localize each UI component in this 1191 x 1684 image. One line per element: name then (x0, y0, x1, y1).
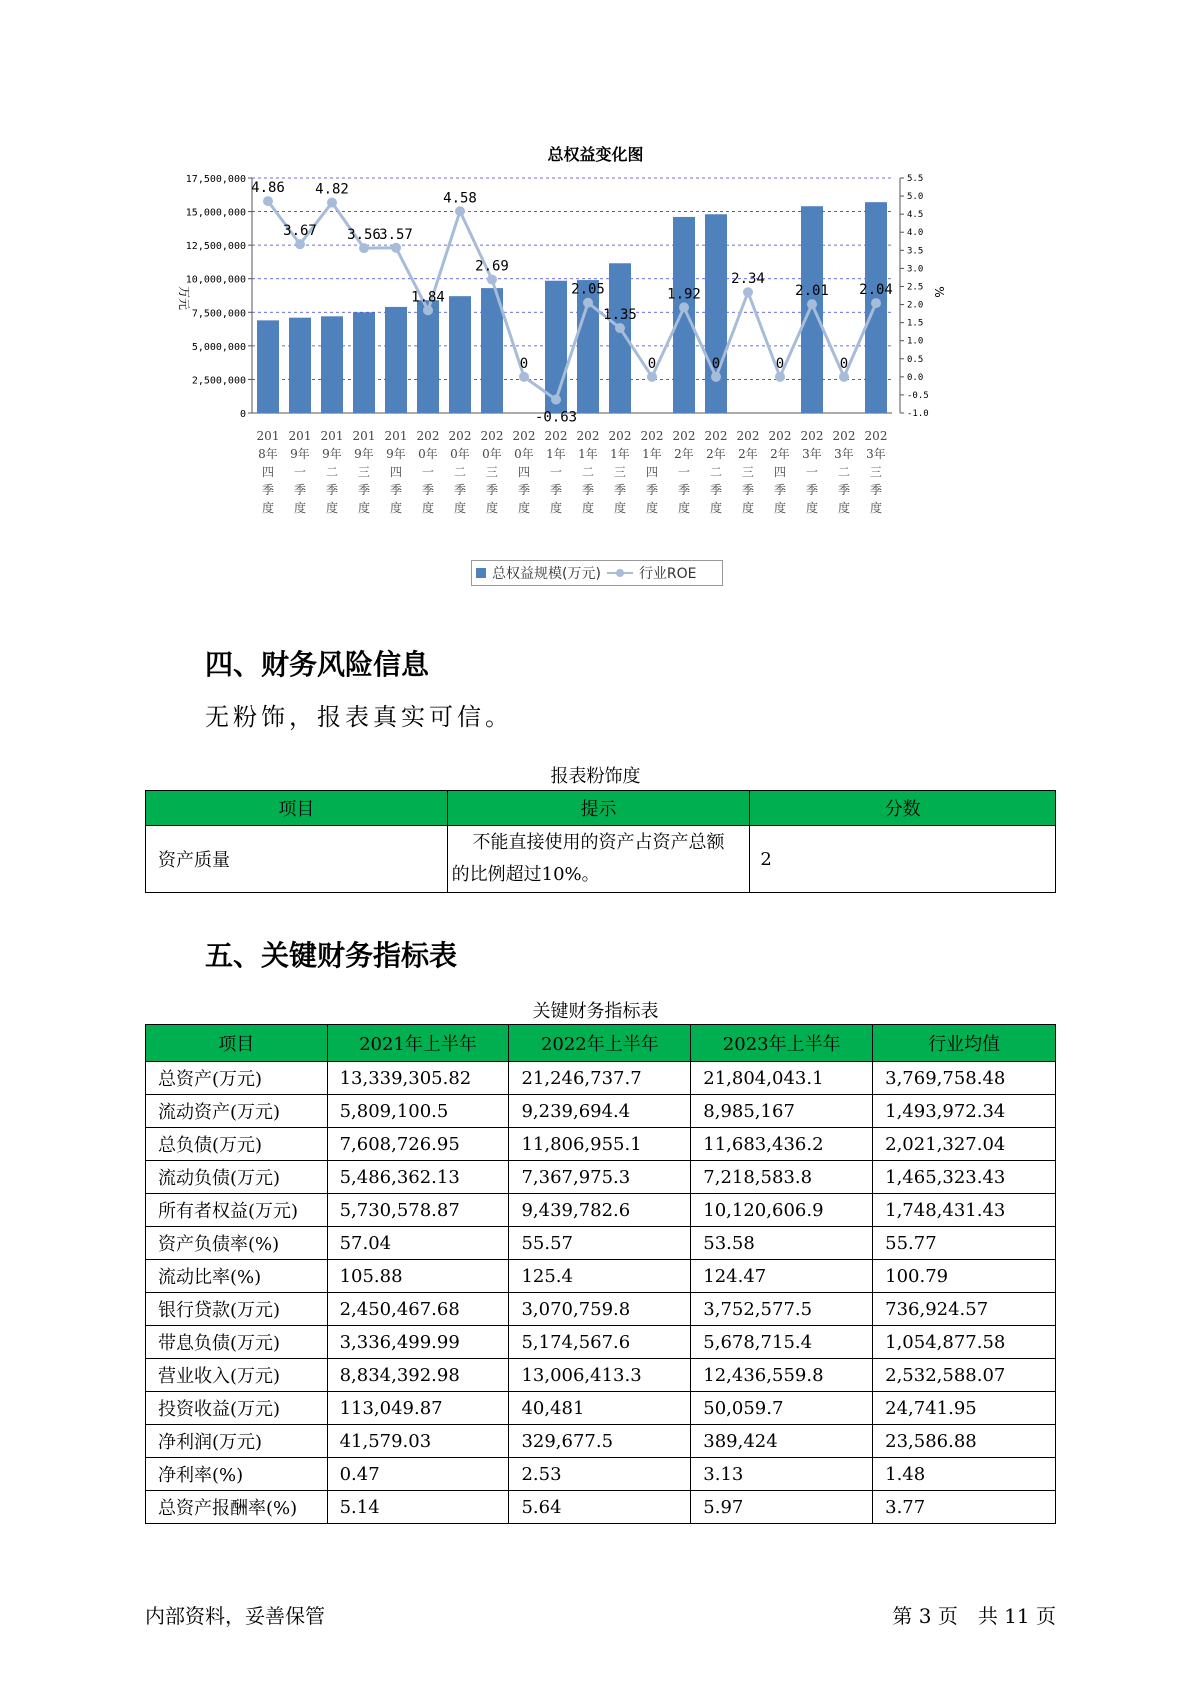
y-tick-label: 17,500,000 (185, 174, 246, 185)
footer-confidential: 内部资料，妥善保管 (145, 1604, 325, 1628)
roe-point (423, 305, 433, 315)
kpi-cell: 2.53 (509, 1458, 691, 1491)
kpi-row (146, 1359, 1056, 1392)
x-tick-label: 季 (805, 483, 819, 497)
kpi-row (146, 1326, 1056, 1359)
y2-tick-label: 3.0 (907, 264, 924, 275)
risk-item: 资产质量 (146, 826, 448, 893)
kpi-cell: 23,586.88 (873, 1425, 1056, 1458)
kpi-row-label: 总资产(万元) (146, 1062, 328, 1095)
x-tick-label: 二 (453, 465, 467, 479)
roe-point (391, 243, 401, 253)
y-tick-label: 15,000,000 (185, 207, 246, 219)
y-tick-label: 2,500,000 (191, 375, 246, 387)
roe-point (775, 372, 785, 382)
kpi-cell: 736,924.57 (873, 1293, 1056, 1326)
x-tick-label: 202 (864, 429, 888, 443)
kpi-cell: 12,436,559.8 (691, 1359, 873, 1392)
equity-chart (170, 170, 1030, 550)
kpi-cell: 7,608,726.95 (327, 1128, 509, 1161)
roe-point (455, 206, 465, 216)
kpi-row-label: 流动比率(%) (146, 1260, 328, 1293)
roe-data-label: 0 (711, 355, 721, 372)
x-tick-label: 季 (773, 483, 787, 497)
section5-heading: 五、关键财务指标表 (205, 939, 458, 972)
x-tick-label: 季 (261, 483, 275, 497)
x-tick-label: 202 (416, 429, 440, 443)
kpi-cell: 113,049.87 (327, 1392, 509, 1425)
x-tick-label: 度 (837, 501, 851, 515)
kpi-cell: 1,054,877.58 (873, 1326, 1056, 1359)
kpi-row-label: 总负债(万元) (146, 1128, 328, 1161)
x-tick-label: 202 (640, 429, 664, 443)
x-tick-label: 季 (357, 483, 371, 497)
kpi-row (146, 1293, 1056, 1326)
x-tick-label: 8年 (258, 447, 278, 461)
roe-data-label: 0 (519, 355, 529, 372)
x-tick-label: 度 (645, 501, 659, 515)
equity-bar (417, 300, 439, 413)
x-tick-label: 2年 (706, 447, 726, 461)
y2-tick-label: 4.5 (907, 210, 924, 221)
x-tick-label: 季 (709, 483, 723, 497)
roe-data-label: 2.04 (859, 282, 893, 299)
roe-data-label: 4.82 (315, 181, 349, 198)
x-tick-label: 度 (677, 501, 691, 515)
y-tick-label: 12,500,000 (185, 241, 246, 253)
risk-header-item: 项目 (146, 791, 448, 826)
x-tick-label: 四 (773, 465, 787, 479)
roe-data-label: 3.56 (347, 227, 381, 244)
equity-bar (801, 206, 823, 413)
kpi-cell: 1,493,972.34 (873, 1095, 1056, 1128)
kpi-cell: 55.77 (873, 1227, 1056, 1260)
x-tick-label: 201 (352, 429, 376, 443)
x-tick-label: 度 (805, 501, 819, 515)
kpi-row (146, 1128, 1056, 1161)
x-tick-label: 四 (517, 465, 531, 479)
x-tick-label: 202 (736, 429, 760, 443)
roe-data-label: -0.63 (534, 409, 578, 426)
x-tick-label: 201 (288, 429, 312, 443)
roe-point (615, 323, 625, 333)
kpi-cell: 11,683,436.2 (691, 1128, 873, 1161)
kpi-cell: 100.79 (873, 1260, 1056, 1293)
kpi-header-2021: 2021年上半年 (327, 1025, 509, 1062)
roe-point (743, 287, 753, 297)
kpi-cell: 5.97 (691, 1491, 873, 1524)
kpi-cell: 11,806,955.1 (509, 1128, 691, 1161)
x-tick-label: 2年 (738, 447, 758, 461)
x-tick-label: 一 (549, 465, 563, 479)
roe-point (295, 239, 305, 249)
y2-tick-label: 5.5 (907, 174, 924, 184)
kpi-row (146, 1458, 1056, 1491)
section4-text: 无粉饰，报表真实可信。 (205, 703, 513, 731)
kpi-row-label: 带息负债(万元) (146, 1326, 328, 1359)
x-tick-label: 0年 (450, 447, 470, 461)
x-tick-label: 度 (773, 501, 787, 515)
x-tick-label: 202 (768, 429, 792, 443)
equity-bar (673, 217, 695, 413)
kpi-cell: 7,367,975.3 (509, 1161, 691, 1194)
kpi-cell: 50,059.7 (691, 1392, 873, 1425)
y2-tick-label: 4.0 (907, 228, 924, 239)
x-tick-label: 季 (453, 483, 467, 497)
risk-header-score: 分数 (750, 791, 1056, 826)
kpi-cell: 24,741.95 (873, 1392, 1056, 1425)
x-tick-label: 季 (421, 483, 435, 497)
x-tick-label: 度 (389, 501, 403, 515)
kpi-header-item: 项目 (146, 1025, 328, 1062)
x-tick-label: 度 (325, 501, 339, 515)
kpi-header-2023: 2023年上半年 (691, 1025, 873, 1062)
kpi-cell: 9,439,782.6 (509, 1194, 691, 1227)
kpi-cell: 1.48 (873, 1458, 1056, 1491)
x-tick-label: 0年 (514, 447, 534, 461)
x-tick-label: 度 (261, 501, 275, 515)
kpi-row (146, 1392, 1056, 1425)
x-tick-label: 季 (677, 483, 691, 497)
roe-data-label: 3.67 (283, 223, 317, 240)
x-tick-label: 季 (389, 483, 403, 497)
kpi-row (146, 1425, 1056, 1458)
x-tick-label: 季 (517, 483, 531, 497)
x-tick-label: 度 (613, 501, 627, 515)
kpi-cell: 105.88 (327, 1260, 509, 1293)
equity-bar (353, 312, 375, 413)
kpi-cell: 5.64 (509, 1491, 691, 1524)
kpi-cell: 5,678,715.4 (691, 1326, 873, 1359)
roe-data-label: 0 (647, 355, 657, 372)
x-tick-label: 3年 (834, 447, 854, 461)
kpi-cell: 1,748,431.43 (873, 1194, 1056, 1227)
x-tick-label: 1年 (642, 447, 662, 461)
x-tick-label: 202 (800, 429, 824, 443)
kpi-row (146, 1062, 1056, 1095)
risk-score: 2 (750, 826, 1056, 893)
roe-point (583, 298, 593, 308)
x-tick-label: 202 (544, 429, 568, 443)
y-tick-label: 5,000,000 (191, 341, 246, 353)
risk-table (145, 790, 1056, 893)
roe-point (551, 395, 561, 405)
x-tick-label: 度 (453, 501, 467, 515)
risk-hint (447, 826, 750, 893)
kpi-cell: 389,424 (691, 1425, 873, 1458)
kpi-row (146, 1161, 1056, 1194)
kpi-table (145, 1024, 1056, 1524)
x-tick-label: 9年 (322, 447, 342, 461)
kpi-cell: 55.57 (509, 1227, 691, 1260)
kpi-table-header (146, 1025, 1056, 1062)
x-tick-label: 3年 (802, 447, 822, 461)
roe-point (871, 298, 881, 308)
x-tick-label: 季 (581, 483, 595, 497)
roe-data-label: 1.84 (411, 289, 445, 306)
x-tick-label: 度 (741, 501, 755, 515)
x-tick-label: 度 (293, 501, 307, 515)
kpi-cell: 5,174,567.6 (509, 1326, 691, 1359)
x-tick-label: 202 (832, 429, 856, 443)
x-tick-label: 三 (485, 465, 499, 479)
kpi-cell: 3,752,577.5 (691, 1293, 873, 1326)
kpi-cell: 21,804,043.1 (691, 1062, 873, 1095)
x-tick-label: 二 (709, 465, 723, 479)
kpi-row-label: 总资产报酬率(%) (146, 1491, 328, 1524)
equity-bar (449, 296, 471, 413)
x-tick-label: 季 (837, 483, 851, 497)
x-tick-label: 202 (672, 429, 696, 443)
kpi-cell: 3,070,759.8 (509, 1293, 691, 1326)
x-tick-label: 202 (448, 429, 472, 443)
x-tick-label: 度 (581, 501, 595, 515)
risk-table-header (146, 791, 1056, 826)
x-tick-label: 三 (357, 465, 371, 479)
x-tick-label: 度 (869, 501, 883, 515)
legend-line-label: 行业ROE (638, 566, 697, 582)
kpi-cell: 9,239,694.4 (509, 1095, 691, 1128)
y-axis-label: 万元 (177, 285, 191, 311)
x-tick-label: 201 (256, 429, 280, 443)
y2-tick-label: 0.0 (907, 372, 924, 383)
kpi-cell: 13,006,413.3 (509, 1359, 691, 1392)
kpi-cell: 3.77 (873, 1491, 1056, 1524)
roe-point (263, 196, 273, 206)
kpi-cell: 5,486,362.13 (327, 1161, 509, 1194)
x-tick-label: 度 (709, 501, 723, 515)
roe-data-label: 4.86 (251, 180, 285, 197)
y-tick-label: 10,000,000 (185, 274, 246, 286)
kpi-cell: 7,218,583.8 (691, 1161, 873, 1194)
footer-page-number: 第 3 页 共 11 页 (892, 1604, 1056, 1628)
x-tick-label: 0年 (418, 447, 438, 461)
kpi-row-label: 流动负债(万元) (146, 1161, 328, 1194)
x-tick-label: 2年 (770, 447, 790, 461)
roe-point (359, 243, 369, 253)
kpi-cell: 0.47 (327, 1458, 509, 1491)
legend-bar-label: 总权益规模(万元) (492, 566, 601, 582)
roe-point (711, 372, 721, 382)
kpi-row-label: 净利润(万元) (146, 1425, 328, 1458)
kpi-cell: 53.58 (691, 1227, 873, 1260)
y2-axis-label: % (932, 286, 946, 298)
kpi-header-2022: 2022年上半年 (509, 1025, 691, 1062)
x-tick-label: 三 (613, 465, 627, 479)
kpi-table-caption: 关键财务指标表 (532, 1001, 659, 1022)
equity-bar (321, 316, 343, 413)
x-tick-label: 3年 (866, 447, 886, 461)
kpi-row-label: 资产负债率(%) (146, 1227, 328, 1260)
kpi-row (146, 1260, 1056, 1293)
kpi-row (146, 1095, 1056, 1128)
kpi-cell: 1,465,323.43 (873, 1161, 1056, 1194)
x-tick-label: 一 (805, 465, 819, 479)
x-tick-label: 2年 (674, 447, 694, 461)
kpi-cell: 2,021,327.04 (873, 1128, 1056, 1161)
x-tick-label: 度 (549, 501, 563, 515)
roe-point (839, 372, 849, 382)
kpi-cell: 8,985,167 (691, 1095, 873, 1128)
x-tick-label: 四 (645, 465, 659, 479)
kpi-row (146, 1194, 1056, 1227)
kpi-cell: 5,809,100.5 (327, 1095, 509, 1128)
y2-tick-label: -1.0 (907, 409, 929, 419)
x-tick-label: 二 (581, 465, 595, 479)
kpi-cell: 5.14 (327, 1491, 509, 1524)
kpi-cell: 329,677.5 (509, 1425, 691, 1458)
roe-data-label: 2.69 (475, 258, 509, 275)
x-tick-label: 202 (608, 429, 632, 443)
kpi-cell: 41,579.03 (327, 1425, 509, 1458)
risk-hint-line2: 的比例超过10%。 (451, 864, 600, 885)
x-tick-label: 季 (645, 483, 659, 497)
kpi-cell: 3.13 (691, 1458, 873, 1491)
x-tick-label: 季 (613, 483, 627, 497)
x-tick-label: 202 (704, 429, 728, 443)
risk-table-row (146, 826, 1056, 893)
kpi-cell: 125.4 (509, 1260, 691, 1293)
kpi-row-label: 投资收益(万元) (146, 1392, 328, 1425)
x-tick-label: 三 (741, 465, 755, 479)
x-tick-label: 二 (325, 465, 339, 479)
x-tick-label: 季 (869, 483, 883, 497)
kpi-cell: 3,769,758.48 (873, 1062, 1056, 1095)
x-tick-label: 201 (384, 429, 408, 443)
roe-data-label: 0 (775, 355, 785, 372)
roe-data-label: 1.92 (667, 286, 701, 303)
y2-tick-label: 2.5 (907, 282, 924, 293)
roe-data-label: 2.01 (795, 283, 829, 300)
x-tick-label: 季 (325, 483, 339, 497)
x-tick-label: 202 (512, 429, 536, 443)
x-tick-label: 1年 (610, 447, 630, 461)
kpi-cell: 3,336,499.99 (327, 1326, 509, 1359)
equity-bar (705, 214, 727, 413)
kpi-cell: 10,120,606.9 (691, 1194, 873, 1227)
y2-tick-label: 0.5 (907, 354, 924, 365)
x-tick-label: 202 (480, 429, 504, 443)
x-tick-label: 一 (677, 465, 691, 479)
y2-tick-label: 1.0 (907, 336, 924, 347)
roe-data-label: 0 (839, 355, 849, 372)
x-tick-label: 三 (869, 465, 883, 479)
y2-tick-label: 3.5 (907, 246, 924, 257)
roe-point (327, 198, 337, 208)
risk-header-hint: 提示 (447, 791, 750, 826)
roe-point (679, 302, 689, 312)
x-tick-label: 度 (517, 501, 531, 515)
roe-data-label: 2.05 (571, 281, 605, 298)
kpi-cell: 5,730,578.87 (327, 1194, 509, 1227)
equity-bar (385, 307, 407, 413)
risk-hint-line1: 不能直接使用的资产占资产总额 (472, 832, 725, 853)
chart-legend (471, 560, 723, 586)
x-tick-label: 度 (357, 501, 371, 515)
roe-point (487, 275, 497, 285)
kpi-cell: 124.47 (691, 1260, 873, 1293)
x-tick-label: 季 (741, 483, 755, 497)
legend-bar-swatch (476, 568, 486, 578)
kpi-cell: 2,450,467.68 (327, 1293, 509, 1326)
x-tick-label: 度 (485, 501, 499, 515)
kpi-row-label: 所有者权益(万元) (146, 1194, 328, 1227)
x-tick-label: 季 (293, 483, 307, 497)
roe-point (807, 299, 817, 309)
kpi-cell: 13,339,305.82 (327, 1062, 509, 1095)
x-tick-label: 一 (293, 465, 307, 479)
x-tick-label: 0年 (482, 447, 502, 461)
x-tick-label: 9年 (354, 447, 374, 461)
y2-tick-label: 5.0 (907, 192, 924, 203)
chart-title: 总权益变化图 (547, 145, 644, 164)
y-tick-label: 7,500,000 (191, 308, 246, 320)
risk-table-caption: 报表粉饰度 (550, 766, 641, 787)
kpi-row-label: 流动资产(万元) (146, 1095, 328, 1128)
x-tick-label: 二 (837, 465, 851, 479)
x-tick-label: 202 (576, 429, 600, 443)
x-tick-label: 1年 (578, 447, 598, 461)
kpi-cell: 57.04 (327, 1227, 509, 1260)
x-tick-label: 度 (421, 501, 435, 515)
roe-data-label: 3.57 (379, 226, 413, 243)
kpi-row-label: 营业收入(万元) (146, 1359, 328, 1392)
section4-heading: 四、财务风险信息 (205, 648, 430, 681)
kpi-cell: 2,532,588.07 (873, 1359, 1056, 1392)
y2-tick-label: -0.5 (907, 390, 929, 401)
y2-tick-label: 2.0 (907, 300, 924, 311)
x-tick-label: 9年 (290, 447, 310, 461)
kpi-cell: 8,834,392.98 (327, 1359, 509, 1392)
x-tick-label: 四 (261, 465, 275, 479)
kpi-row-label: 净利率(%) (146, 1458, 328, 1491)
y2-tick-label: 1.5 (907, 318, 924, 329)
x-tick-label: 季 (485, 483, 499, 497)
kpi-row (146, 1227, 1056, 1260)
kpi-table-body (146, 1062, 1056, 1524)
equity-bar (289, 318, 311, 413)
roe-data-label: 2.34 (731, 271, 765, 288)
x-tick-label: 9年 (386, 447, 406, 461)
roe-point (647, 372, 657, 382)
x-tick-label: 1年 (546, 447, 566, 461)
roe-point (519, 372, 529, 382)
x-tick-label: 季 (549, 483, 563, 497)
x-tick-label: 一 (421, 465, 435, 479)
y-tick-label: 0 (239, 409, 246, 420)
kpi-cell: 40,481 (509, 1392, 691, 1425)
x-tick-label: 四 (389, 465, 403, 479)
kpi-cell: 21,246,737.7 (509, 1062, 691, 1095)
kpi-row-label: 银行贷款(万元) (146, 1293, 328, 1326)
roe-data-label: 4.58 (443, 190, 477, 207)
legend-line-swatch (607, 568, 633, 578)
equity-bar (257, 320, 279, 413)
roe-data-label: 1.35 (603, 307, 637, 324)
kpi-row (146, 1491, 1056, 1524)
kpi-header-industry: 行业均值 (873, 1025, 1056, 1062)
x-tick-label: 201 (320, 429, 344, 443)
